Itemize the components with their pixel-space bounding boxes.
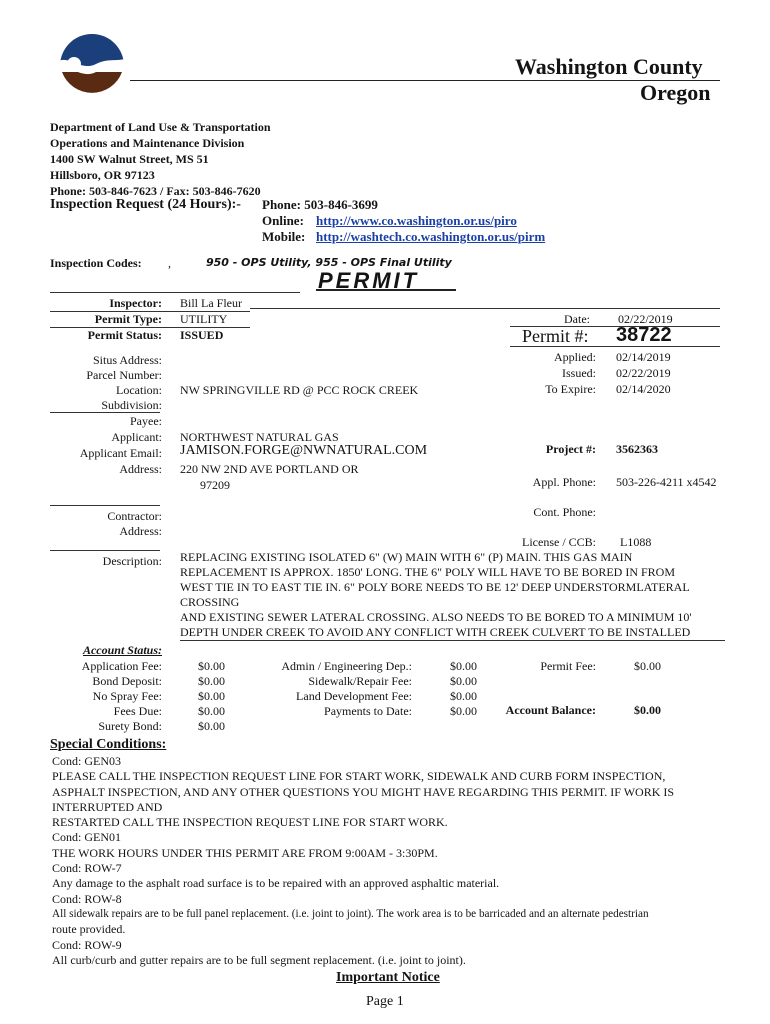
expire-label: To Expire: [545, 382, 596, 396]
fee-value: $0.00 [198, 674, 225, 688]
fee-label: Payments to Date: [324, 704, 412, 718]
condition-line: Cond: ROW-7 [52, 861, 122, 876]
row-rule [50, 505, 160, 506]
applied-value: 02/14/2019 [616, 350, 671, 364]
address-label: Address: [119, 462, 162, 476]
description-line: CROSSING [180, 595, 240, 609]
fee-label: Land Development Fee: [296, 689, 412, 703]
county-name: Washington County [515, 54, 703, 79]
condition-line: PLEASE CALL THE INSPECTION REQUEST LINE FOR START WORK, SIDEWALK AND CURB FORM INSPECTION, [52, 769, 666, 784]
date-value: 02/22/2019 [618, 312, 673, 326]
description-line: WEST TIE IN TO EAST TIE IN. 6" POLY BORE NEEDS TO BE 12' DEEP UNDERSTORMLATERAL [180, 580, 690, 594]
fee-value: $0.00 [450, 659, 477, 673]
condition-line: All curb/curb and gutter repairs are to be full segment replacement. (i.e. joint to joint). [52, 952, 466, 967]
header-rule [130, 80, 720, 81]
description-line: AND EXISTING SEWER LATERAL CROSSING. ALSO NEEDS TO BE BORED TO A MINIMUM 10' [180, 610, 692, 624]
condition-line: Cond: ROW-8 [52, 891, 122, 906]
applicant-label: Applicant: [111, 430, 162, 444]
description-label: Description: [102, 554, 162, 568]
permit-number-underline [510, 346, 720, 347]
location-value: NW SPRINGVILLE RD @ PCC ROCK CREEK [180, 383, 419, 397]
situs-label: Situs Address: [92, 353, 162, 367]
date-label: Date: [564, 312, 590, 326]
dept-line: Phone: 503-846-7623 / Fax: 503-846-7620 [50, 184, 261, 198]
state-name: Oregon [640, 80, 711, 105]
location-label: Location: [116, 383, 162, 397]
expire-value: 02/14/2020 [616, 382, 671, 396]
account-status-title: Account Status: [82, 643, 162, 657]
permit-status-label: Permit Status: [87, 328, 162, 342]
permit-title-underline [316, 289, 456, 291]
payee-label: Payee: [130, 414, 162, 428]
issued-label: Issued: [562, 366, 596, 380]
fee-value: $0.00 [198, 659, 225, 673]
description-rule [180, 640, 725, 641]
inspection-codes-label: Inspection Codes: [50, 256, 142, 270]
permit-fee-value: $0.00 [634, 659, 661, 673]
mobile-link[interactable]: http://washtech.co.washington.or.us/pirm [316, 229, 546, 244]
permit-type-value: UTILITY [180, 312, 228, 326]
county-logo [52, 32, 132, 104]
condition-line: Cond: GEN03 [52, 754, 121, 768]
inspection-codes-comma: , [168, 256, 171, 270]
fee-label: Bond Deposit: [92, 674, 162, 688]
project-label: Project #: [545, 442, 596, 456]
fee-value: $0.00 [198, 704, 225, 718]
email-label: Applicant Email: [79, 446, 162, 460]
fee-value: $0.00 [450, 704, 477, 718]
description-line: REPLACING EXISTING ISOLATED 6" (W) MAIN WITH 6" (P) MAIN. THIS GAS MAIN [180, 550, 633, 564]
dept-line: Hillsboro, OR 97123 [50, 168, 155, 182]
online-link[interactable]: http://www.co.washington.or.us/piro [316, 213, 517, 228]
subdivision-label: Subdivision: [101, 398, 162, 412]
license-value: L1088 [620, 535, 652, 549]
applicant-value: NORTHWEST NATURAL GAS [180, 430, 339, 444]
condition-line: ASPHALT INSPECTION, AND ANY OTHER QUESTIONS YOU MIGHT HAVE REGARDING THIS PERMIT. IF WORK IS [52, 784, 675, 799]
inspection-request: Inspection Request (24 Hours):- [50, 197, 241, 212]
fee-value: $0.00 [450, 674, 477, 688]
appl-phone-value: 503-226-4211 x4542 [616, 475, 717, 489]
fee-value: $0.00 [450, 689, 477, 703]
description-line: DEPTH UNDER CREEK TO AVOID ANY CONFLICT WITH CREEK CULVERT TO BE INSTALLED [180, 625, 691, 639]
description-text [180, 550, 692, 640]
inspector-label: Inspector: [109, 296, 162, 310]
online-label: Online: [262, 213, 304, 228]
fee-label: Sidewalk/Repair Fee: [308, 674, 412, 688]
fee-value: $0.00 [198, 719, 225, 733]
permit-title-rule-left [50, 292, 300, 293]
fee-label: Application Fee: [81, 659, 162, 673]
condition-line: THE WORK HOURS UNDER THIS PERMIT ARE FROM 9:00AM - 3:30PM. [52, 845, 438, 860]
department-block [50, 119, 271, 199]
permit-title: PERMIT [318, 268, 420, 293]
mobile-label: Mobile: [262, 229, 306, 244]
dept-line: Department of Land Use & Transportation [50, 120, 271, 134]
issued-value: 02/22/2019 [616, 366, 671, 380]
condition-line: All sidewalk repairs are to be full panel replacement. (i.e. joint to joint). The work area is to be barricaded and an alternate pedestrian [52, 907, 649, 920]
appl-phone-label: Appl. Phone: [532, 475, 596, 489]
condition-line: Any damage to the asphalt road surface is to be repaired with an approved asphaltic material. [52, 876, 500, 891]
email-value: JAMISON.FORGE@NWNATURAL.COM [180, 443, 428, 458]
special-conditions-text [52, 754, 674, 968]
applied-label: Applied: [554, 350, 596, 364]
row-rule [50, 550, 160, 551]
permit-type-label: Permit Type: [94, 312, 162, 326]
description-line: REPLACEMENT IS APPROX. 1850' LONG. THE 6" POLY WILL HAVE TO BE BORED IN FROM [180, 565, 676, 579]
address-line-1: 220 NW 2ND AVE PORTLAND OR [180, 462, 359, 476]
parcel-label: Parcel Number: [86, 368, 162, 382]
inspection-codes: 950 - OPS Utility, 955 - OPS Final Utility [206, 256, 452, 269]
permit-number: 38722 [616, 324, 672, 346]
condition-line: INTERRUPTED AND [52, 799, 163, 814]
condition-line: route provided. [52, 922, 126, 937]
date-rule [250, 308, 720, 309]
project-value: 3562363 [616, 442, 658, 456]
condition-line: RESTARTED CALL THE INSPECTION REQUEST LINE FOR START WORK. [52, 815, 448, 830]
contractor-address-label: Address: [119, 524, 162, 538]
dept-line: Operations and Maintenance Division [50, 136, 245, 150]
inspector-value: Bill La Fleur [180, 296, 242, 310]
permit-status-value: ISSUED [180, 328, 224, 342]
permit-fee-label: Permit Fee: [540, 659, 596, 673]
condition-line: Cond: GEN01 [52, 830, 121, 845]
account-balance-value: $0.00 [634, 703, 661, 717]
fee-value: $0.00 [198, 689, 225, 703]
fee-label: Fees Due: [113, 704, 162, 718]
cont-phone-label: Cont. Phone: [533, 505, 596, 519]
account-balance-label: Account Balance: [505, 703, 596, 717]
contractor-label: Contractor: [107, 509, 162, 523]
page-number: Page 1 [366, 994, 404, 1009]
condition-line: Cond: ROW-9 [52, 937, 122, 952]
special-conditions-title: Special Conditions: [50, 737, 167, 752]
dept-line: 1400 SW Walnut Street, MS 51 [50, 152, 209, 166]
license-label: License / CCB: [522, 535, 596, 549]
fee-label: No Spray Fee: [92, 689, 162, 703]
inspection-phone: Phone: 503-846-3699 [262, 197, 378, 212]
fee-label: Admin / Engineering Dep.: [281, 659, 412, 673]
address-line-2: 97209 [200, 478, 230, 492]
permit-number-label: Permit #: [522, 326, 589, 346]
fee-label: Surety Bond: [98, 719, 162, 733]
important-notice: Important Notice [336, 970, 440, 985]
